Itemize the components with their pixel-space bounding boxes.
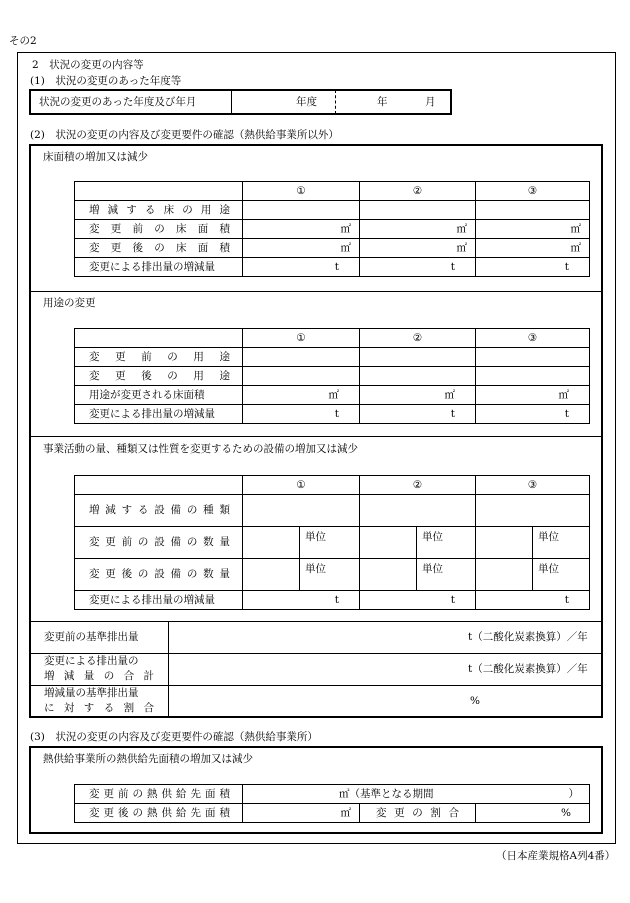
- input-cell[interactable]: ㎡: [360, 239, 476, 258]
- input-cell[interactable]: [243, 559, 360, 591]
- input-cell[interactable]: [476, 559, 590, 591]
- input-cell[interactable]: [243, 527, 360, 559]
- baseline-period-text: ㎡（基準となる期間: [339, 788, 434, 800]
- input-cell[interactable]: [476, 367, 590, 386]
- baseline-emission-label: 変更前の基準排出量: [44, 631, 139, 643]
- input-cell[interactable]: [360, 348, 476, 367]
- input-cell[interactable]: ㎡: [360, 220, 476, 239]
- equipment-change-table: [74, 475, 590, 610]
- usage-change-table: [74, 328, 590, 424]
- col-header-2: ②: [360, 182, 476, 201]
- row-label: 変更による排出量の増減量: [75, 258, 243, 277]
- input-cell[interactable]: ㎡: [476, 239, 590, 258]
- floor-area-heading: 床面積の増加又は減少: [43, 151, 148, 163]
- fiscal-year-unit: 年度: [296, 96, 317, 108]
- row-label: 変更による排出量の増減量: [75, 591, 243, 610]
- input-cell[interactable]: t: [243, 258, 360, 277]
- ratio-unit: %: [470, 695, 480, 707]
- input-cell[interactable]: [243, 348, 360, 367]
- total-change-label-2: 増減量の合計: [44, 670, 154, 682]
- input-cell[interactable]: [243, 201, 360, 220]
- change-year-label: 状況の変更のあった年度及び年月: [39, 96, 197, 108]
- unit-label: 単位: [305, 531, 326, 543]
- col-header-1: ①: [243, 476, 360, 495]
- input-cell[interactable]: ㎡: [476, 220, 590, 239]
- input-cell[interactable]: ㎡: [476, 386, 590, 405]
- input-cell[interactable]: [476, 527, 590, 559]
- total-change-unit: t（二酸化炭素換算）／年: [468, 663, 588, 675]
- input-cell[interactable]: [243, 495, 360, 527]
- month-unit: 月: [425, 96, 436, 108]
- input-cell[interactable]: t: [476, 258, 590, 277]
- col-header-2: ②: [360, 476, 476, 495]
- unit-label: 単位: [422, 563, 443, 575]
- row-label: 変更前の床面積: [75, 220, 243, 239]
- row-label: 変更による排出量の増減量: [75, 405, 243, 424]
- subsection-1-title: (1) 状況の変更のあった年度等: [30, 75, 182, 87]
- input-cell[interactable]: [476, 201, 590, 220]
- baseline-emission-unit: t（二酸化炭素換算）／年: [468, 631, 588, 643]
- row-label: 変更後の用途: [75, 367, 243, 386]
- input-cell[interactable]: t: [360, 258, 476, 277]
- input-cell[interactable]: t: [360, 591, 476, 610]
- input-cell[interactable]: ㎡: [243, 386, 360, 405]
- row-label: 変更前の用途: [75, 348, 243, 367]
- col-header-3: ③: [476, 329, 590, 348]
- baseline-period-close: ）: [568, 788, 580, 800]
- ratio-label-2: に対する割合: [44, 702, 154, 714]
- input-cell[interactable]: %: [476, 804, 590, 823]
- row-label: 変更後の床面積: [75, 239, 243, 258]
- section-title: 2 状況の変更の内容等: [32, 59, 144, 71]
- input-cell[interactable]: ㎡: [243, 239, 360, 258]
- heat-supply-table: [74, 784, 590, 823]
- ratio-header: 変更の割合: [360, 804, 476, 823]
- unit-label: 単位: [422, 531, 443, 543]
- input-cell[interactable]: ㎡: [360, 386, 476, 405]
- input-cell[interactable]: [476, 348, 590, 367]
- col-header-2: ②: [360, 329, 476, 348]
- total-change-label-1: 変更による排出量の: [44, 655, 139, 667]
- row-label: 増減する床の用途: [75, 201, 243, 220]
- input-cell[interactable]: t: [476, 591, 590, 610]
- input-cell[interactable]: [360, 527, 476, 559]
- row-label: 変更前の熱供給先面積: [75, 785, 243, 804]
- input-cell[interactable]: ㎡: [243, 220, 360, 239]
- subsection-3-title: (3) 状況の変更の内容及び変更要件の確認（熱供給事業所）: [30, 731, 318, 743]
- equipment-change-heading: 事業活動の量、種類又は性質を変更するための設備の増加又は減少: [43, 443, 358, 455]
- input-cell[interactable]: t: [243, 591, 360, 610]
- col-header-1: ①: [243, 329, 360, 348]
- heat-supply-heading: 熱供給事業所の熱供給先面積の増加又は減少: [43, 753, 253, 765]
- subsection-2-title: (2) 状況の変更の内容及び変更要件の確認（熱供給事業所以外）: [30, 129, 339, 141]
- col-header-1: ①: [243, 182, 360, 201]
- input-cell[interactable]: [360, 559, 476, 591]
- input-cell[interactable]: [476, 495, 590, 527]
- baseline-area-cell[interactable]: [243, 785, 590, 804]
- col-header-3: ③: [476, 182, 590, 201]
- unit-label: 単位: [538, 563, 559, 575]
- col-header-3: ③: [476, 476, 590, 495]
- row-label: 用途が変更される床面積: [75, 386, 243, 405]
- input-cell[interactable]: [360, 495, 476, 527]
- input-cell[interactable]: [243, 367, 360, 386]
- input-cell[interactable]: [360, 367, 476, 386]
- row-label: 変更後の熱供給先面積: [75, 804, 243, 823]
- page-number-label: その2: [9, 35, 37, 47]
- input-cell[interactable]: t: [360, 405, 476, 424]
- input-cell[interactable]: [360, 201, 476, 220]
- input-cell[interactable]: t: [476, 405, 590, 424]
- row-label: 増減する設備の種類: [75, 495, 243, 527]
- floor-area-table: [74, 181, 590, 277]
- input-cell[interactable]: t: [243, 405, 360, 424]
- ratio-label-1: 増減量の基準排出量: [44, 687, 139, 699]
- row-label: 変更前の設備の数量: [75, 527, 243, 559]
- footer-paper-size: （日本産業規格A列4番）: [496, 850, 616, 862]
- unit-label: 単位: [305, 563, 326, 575]
- unit-label: 単位: [538, 531, 559, 543]
- usage-change-heading: 用途の変更: [43, 297, 96, 309]
- year-unit: 年: [377, 96, 388, 108]
- row-label: 変更後の設備の数量: [75, 559, 243, 591]
- input-cell[interactable]: ㎡: [243, 804, 360, 823]
